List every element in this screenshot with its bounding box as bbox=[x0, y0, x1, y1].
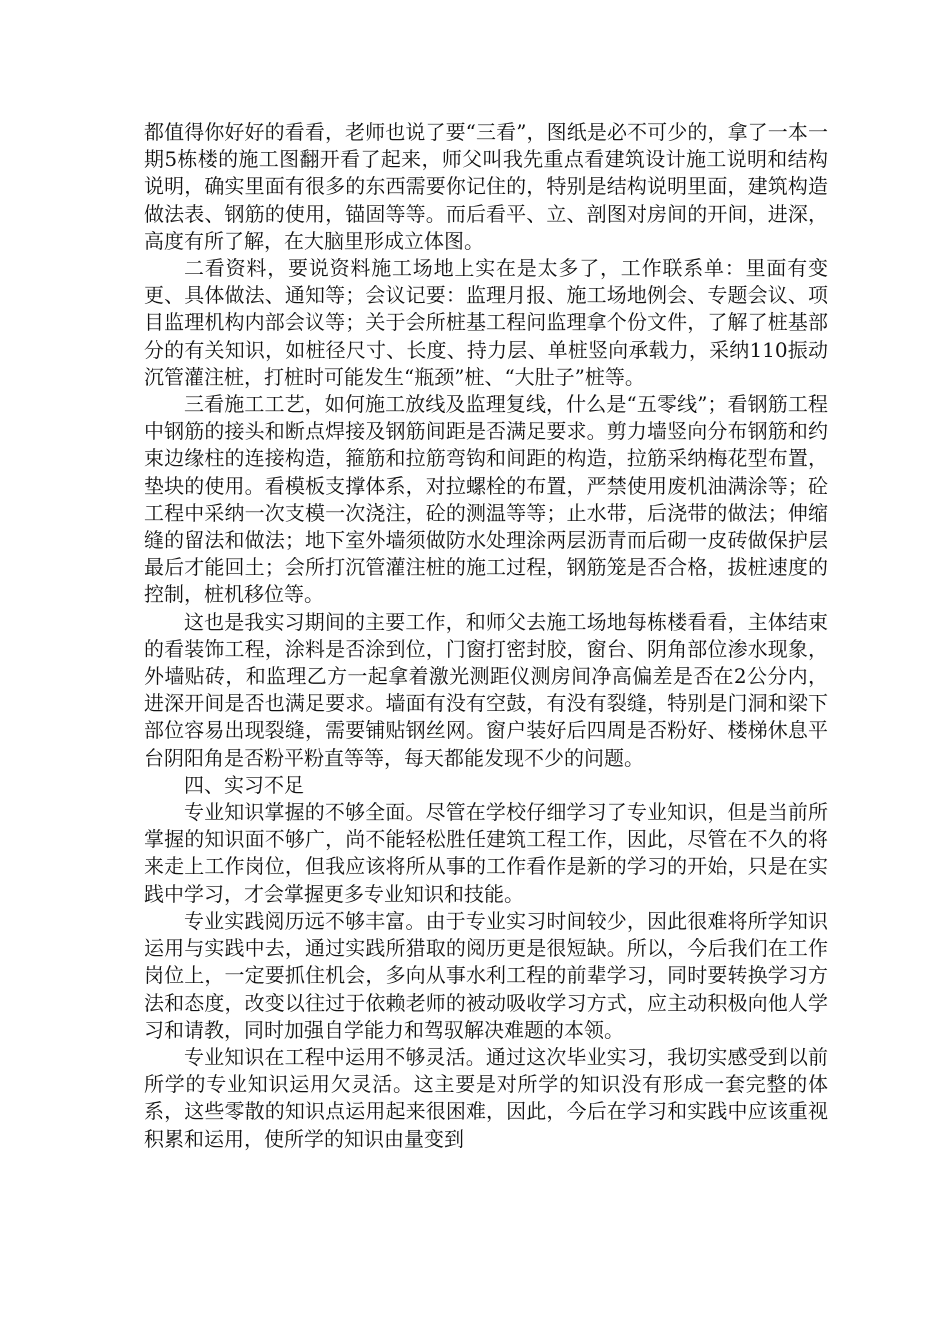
paragraph-documents-review: 二看资料，要说资料施工场地上实在是太多了，工作联系单：里面有变更、具体做法、通知等；会议记要：监理月报、施工场地例会、专题会议、项目监理机构内部会议等；关于会所桩基工程问监理拿个份文件，了解了桩基部分的有关知识，如桩径尺寸、长度、持力层、单桩竖向承载力，采纳110振动沉管灌注桩，打桩时可能发生“瓶颈”桩、“大肚子”桩等。 bbox=[144, 256, 828, 389]
paragraph-construction-process: 三看施工工艺，如何施工放线及监理复线，什么是“五零线”；看钢筋工程中钢筋的接头和断点焊接及钢筋间距是否满足要求。剪力墙竖向分布钢筋和约束边缘柱的连接构造，箍筋和拉筋弯钩和间距的构造，拉筋采纳梅花型布置，垫块的使用。看模板支撑体系，对拉螺栓的布置，严禁使用废机油满涂等；砼工程中采纳一次支模一次浇注，砼的测温等等；止水带，后浇带的做法；伸缩缝的留法和做法；地下室外墙须做防水处理涂两层沥青而后砌一皮砖做保护层最后才能回土；会所打沉管灌注桩的施工过程，钢筋笼是否合格，拔桩速度的控制，桩机移位等。 bbox=[144, 392, 828, 607]
paragraph-knowledge-application: 专业知识在工程中运用不够灵活。通过这次毕业实习，我切实感受到以前所学的专业知识运用欠灵活。这主要是对所学的知识没有形成一套完整的体系，这些零散的知识点运用起来很困难，因此，今后在学习和实践中应该重视积累和运用，使所学的知识由量变到 bbox=[144, 1044, 828, 1151]
paragraph-drawings-review: 都值得你好好的看看，老师也说了要“三看”，图纸是必不可少的，拿了一本一期5栋楼的施工图翻开看了起来，师父叫我先重点看建筑设计施工说明和结构说明，确实里面有很多的东西需要你记住的，特别是结构说明里面，建筑构造做法表、钢筋的使用，锚固等等。而后看平、立、剖图对房间的开间，进深，高度有所了解，在大脑里形成立体图。 bbox=[144, 120, 828, 253]
document-body bbox=[144, 119, 828, 1153]
paragraph-knowledge-gap: 专业知识掌握的不够全面。尽管在学校仔细学习了专业知识，但是当前所掌握的知识面不够广，尚不能轻松胜任建筑工程工作，因此，尽管在不久的将来走上工作岗位，但我应该将所从事的工作看作是新的学习的开始，只是在实践中学习，才会掌握更多专业知识和技能。 bbox=[144, 800, 828, 906]
paragraph-practice-experience: 专业实践阅历远不够丰富。由于专业实习时间较少，因此很难将所学知识运用与实践中去，通过实践所猎取的阅历更是很短缺。所以，今后我们在工作岗位上，一定要抓住机会，多向从事水利工程的前辈学习，同时要转换学习方法和态度，改变以往过于依赖老师的被动吸收学习方式，应主动积极向他人学习和请教，同时加强自学能力和驾驭解决难题的本领。 bbox=[144, 908, 828, 1042]
paragraph-main-work: 这也是我实习期间的主要工作，和师父去施工场地每栋楼看看，主体结束的看装饰工程，涂料是否涂到位，门窗打密封胶，窗台、阴角部位渗水现象，外墙贴砖，和监理乙方一起拿着激光测距仪测房间净高偏差是否在2公分内，进深开间是否也满足要求。墙面有没有空鼓，有没有裂缝，特别是门洞和梁下部位容易出现裂缝，需要铺贴钢丝网。窗户装好后四周是否粉好、楼梯休息平台阴阳角是否粉平粉直等等，每天都能发现不少的问题。 bbox=[144, 609, 828, 770]
section-heading-shortcomings: 四、实习不足 bbox=[184, 772, 304, 797]
